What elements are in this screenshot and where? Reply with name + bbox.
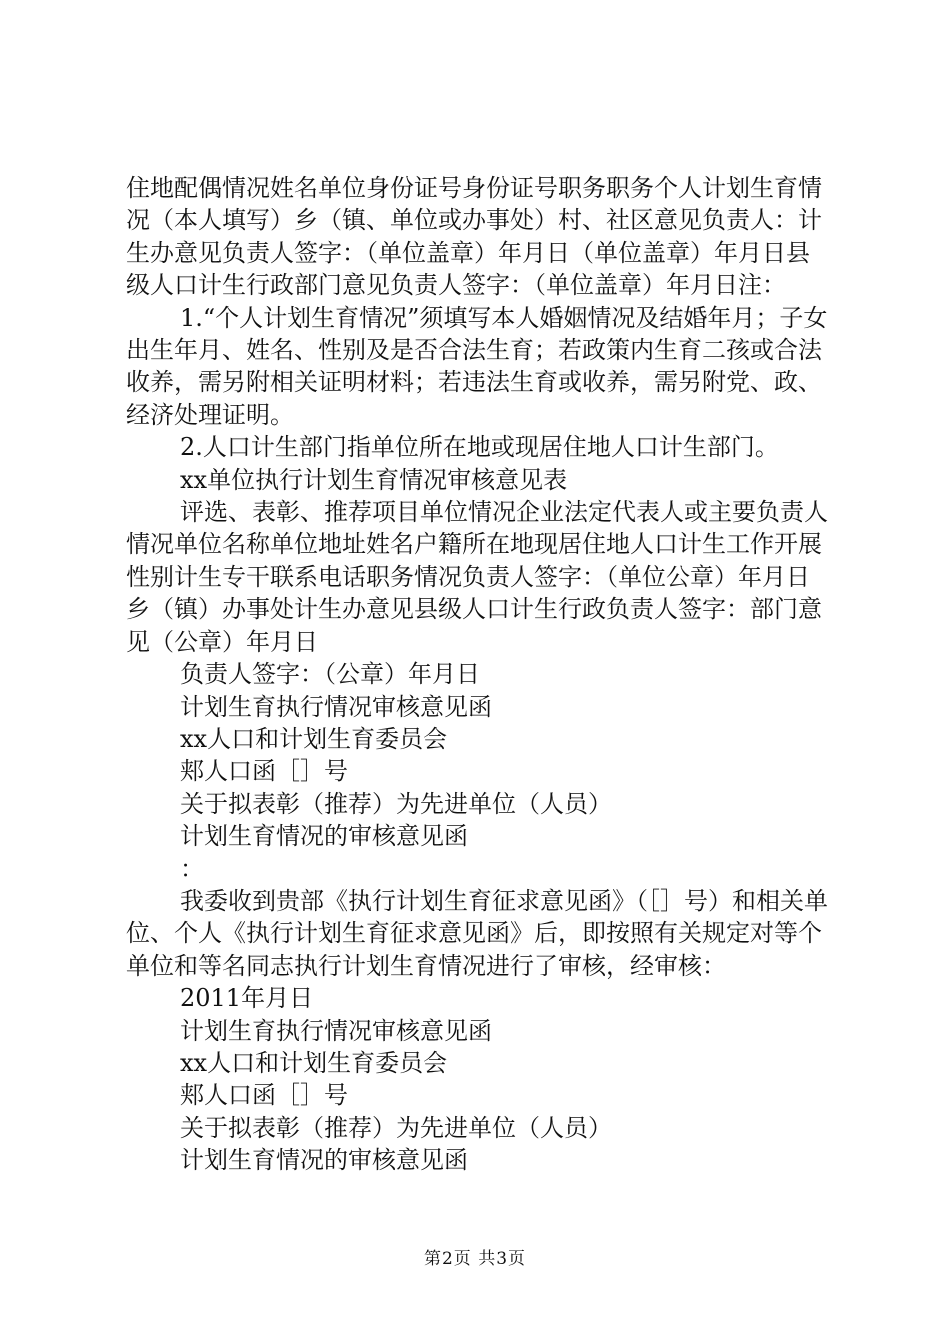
letter-number: 郏人口函［］号 [180, 757, 348, 786]
document-body [126, 172, 831, 1177]
section-heading-review-form: xx单位执行计划生育情况审核意见表 [180, 465, 568, 494]
paragraph-note-2: 2.人口计生部门指单位所在地或现居住地人口计生部门。 [180, 433, 779, 462]
page-footer: 第2页 共3页 [423, 1249, 527, 1269]
paragraph-letter-body: 我委收到贵部《执行计划生育征求意见函》（［］号）和相关单位、个人《执行计划生育征求意见函》后，即按照有关规定对等个单位和等名同志执行计划生育情况进行了审核，经审核： [126, 886, 828, 980]
committee-name-repeat: xx人口和计划生育委员会 [180, 1048, 448, 1077]
letter-subject-line-2-repeat: 计划生育情况的审核意见函 [180, 1146, 468, 1175]
letter-subject-line-1-repeat: 关于拟表彰（推荐）为先进单位（人员） [180, 1113, 612, 1142]
paragraph-note-1: 1.“个人计划生育情况”须填写本人婚姻情况及结婚年月；子女出生年月、姓名、性别及是否合法生育；若政策内生育二孩或合法收养，需另附相关证明材料；若违法生育或收养，需另附党、政、经济处理证明。 [126, 303, 828, 429]
letter-subject-line-2: 计划生育情况的审核意见函 [180, 822, 468, 851]
paragraph-form-fields: 住地配偶情况姓名单位身份证号身份证号职务职务个人计划生育情况（本人填写）乡（镇、单位或办事处）村、社区意见负责人：计生办意见负责人签字：（单位盖章）年月日（单位盖章）年月日县级人口计生行政部门意见负责人签字：（单位盖章）年月日注： [126, 174, 822, 300]
letter-title: 计划生育执行情况审核意见函 [180, 692, 492, 721]
paragraph-review-form-fields: 评选、表彰、推荐项目单位情况企业法定代表人或主要负责人情况单位名称单位地址姓名户籍所在地现居住地人口计生工作开展性别计生专干联系电话职务情况负责人签字：（单位公章）年月日乡（镇）办事处计生办意见县级人口计生行政负责人签字：部门意见（公章）年月日 [126, 498, 828, 656]
letter-title-repeat: 计划生育执行情况审核意见函 [180, 1016, 492, 1045]
committee-name: xx人口和计划生育委员会 [180, 724, 448, 753]
salutation: ： [180, 854, 204, 883]
letter-date: 2011年月日 [180, 984, 314, 1013]
letter-subject-line-1: 关于拟表彰（推荐）为先进单位（人员） [180, 789, 612, 818]
signature-line: 负责人签字：（公章）年月日 [180, 660, 480, 689]
letter-number-repeat: 郏人口函［］号 [180, 1081, 348, 1110]
